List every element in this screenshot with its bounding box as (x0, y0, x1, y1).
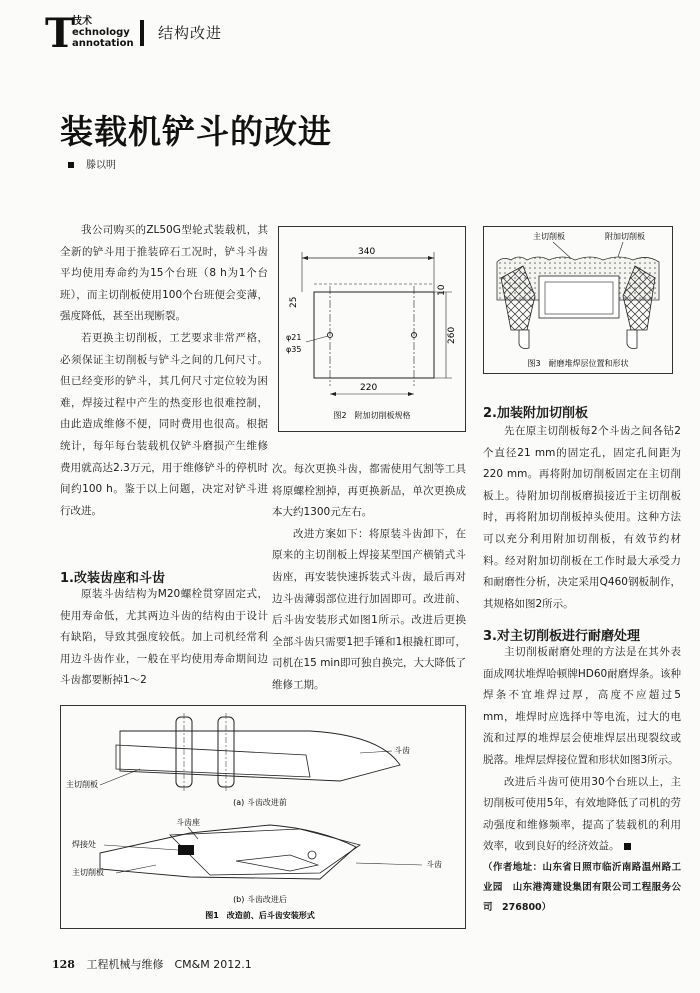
fig1-caption-a: (a) 斗齿改进前 (233, 798, 287, 807)
author-address: （作者地址：山东省日照市临沂南路温州路工业园 山东港湾建设集团有限公司工程服务公司 276800） (483, 861, 681, 913)
figure-1-caption: 图1 改造前、后斗齿安装形式 (205, 911, 315, 920)
dim-25-label: 25 (289, 296, 299, 308)
phi35-label: φ35 (286, 345, 302, 354)
end-mark-icon (624, 843, 631, 850)
bullet-icon (68, 162, 74, 168)
section-3-heading: 3.对主切削板进行耐磨处理 (483, 629, 640, 644)
figure-2 (278, 226, 466, 432)
section-1-text-a (60, 584, 268, 694)
fig3-main-plate-label: 主切削板 (533, 232, 565, 241)
logo-chinese: 技术 (72, 16, 92, 27)
fig1a-plate-label: 主切削板 (66, 780, 98, 789)
fig1b-weld-label: 焊接处 (72, 840, 96, 849)
logo-line2: annotation (72, 38, 134, 49)
middle-column-text (272, 459, 466, 697)
figure-3-caption: 图3 耐磨堆焊层位置和形状 (527, 359, 629, 368)
section-3-paragraph-2 (483, 772, 681, 858)
section-3-paragraph-2-text: 改进后斗齿可使用30个台班以上，主切削板可使用5年，有效地降低了司机的劳动强度和维修频率，提高了装载机的利用效率，收到良好的经济效益。 (483, 775, 681, 853)
intro-paragraph-1: 我公司购买的ZL50G型轮式装载机，其全新的铲斗用于推装碎石工况时，铲斗斗齿平均使用寿命约为15个台班（8 h为1个台班），而主切削板使用100个台班便会变薄，强度降低，甚至出现断裂。 (60, 224, 268, 323)
article-title: 装载机铲斗的改进 (60, 112, 332, 151)
fig1a-tooth-label: 斗齿 (394, 746, 410, 755)
journal-name: 工程机械与维修 CM&M 2012.1 (86, 958, 252, 971)
phi21-label: φ21 (286, 333, 302, 342)
author-name: 滕以明 (86, 160, 116, 171)
section-1-paragraph-1-tail: 次。每次更换斗齿，都需使用气割等工具将原螺栓割掉，再更换新品，单次更换成本大约1300元左右。 (272, 463, 466, 519)
section-3-paragraph-1: 主切削板耐磨处理的方法是在其外表面成网状堆焊哈顿牌HD60耐磨焊条。该种焊条不宜堆焊过厚，高度不应超过5 mm，堆焊时应选择中等电流，过大的电流和过厚的堆焊层会使堆焊层出现裂纹或脱落。堆焊层焊接位置和形状如图3所示。 (483, 646, 681, 766)
section-2-text (483, 421, 681, 615)
fig1b-plate-label: 主切削板 (72, 868, 104, 877)
fig1-caption-b: (b) 斗齿改进后 (233, 895, 287, 904)
author-line (68, 156, 116, 171)
figure-2-caption: 图2 附加切削板规格 (333, 411, 411, 420)
section-1-paragraph-1a: 原装斗齿结构为M20螺栓贯穿固定式，使用寿命低，尤其两边斗齿的结构由于设计有缺陷，导致其强度较低。加上司机经常利用边斗齿作业，一般在平均使用寿命期间边斗齿都要断掉1～2 (60, 588, 268, 687)
fig1b-tooth-label: 斗齿 (426, 860, 442, 869)
page-footer (52, 956, 252, 972)
page-number: 128 (52, 958, 75, 971)
section-3-text (483, 642, 681, 918)
intro-paragraph-2: 若更换主切削板，工艺要求非常严格，必须保证主切削板与铲斗之间的几何尺寸。但已经变形的铲斗，其几何尺寸定位较为困难，焊接过程中产生的热变形也很难控制，由此造成维修不便，同时费用也很高。根据统计，每年每台装载机仅铲斗磨损产生维修费用就高达2.3万元，用于维修铲斗的停机时间约100 h。鉴于以上问题，决定对铲斗进行改进。 (60, 331, 268, 517)
intro-text (60, 220, 268, 522)
section-logo (72, 16, 134, 49)
dim-340-label: 340 (358, 247, 376, 257)
section-1-heading: 1.改装齿座和斗齿 (60, 571, 165, 586)
fig1b-seat-label: 斗齿座 (176, 818, 200, 827)
dim-260-label: 260 (447, 326, 457, 344)
fig3-extra-plate-label: 附加切削板 (605, 232, 645, 241)
dim-10-label: 10 (437, 284, 447, 296)
figure-3 (483, 226, 673, 374)
logo-letter: T (45, 10, 75, 57)
section-label: 结构改进 (158, 24, 223, 42)
tooth-before (120, 731, 400, 781)
section-2-heading: 2.加装附加切削板 (483, 406, 588, 421)
dim-220-label: 220 (360, 383, 378, 393)
weld-mark (178, 845, 194, 855)
section-2-paragraph: 先在原主切削板每2个斗齿之间各钻2个直径21 mm的固定孔，固定孔间距为220 mm。再将附加切削板固定在主切削板上。待附加切削板磨损接近于主切削板时，再将附加切削板掉头使用。这种方法可以充分利用附加切削板，有效节约材料。经对附加切削板在工作时最大承受力和耐磨性分析，决定采用Q460钢板制作，其规格如图2所示。 (483, 425, 681, 610)
logo-line1: echnology (72, 27, 130, 38)
section-1-paragraph-2: 改进方案如下：将原装斗齿卸下，在原来的主切削板上焊接某型国产横销式斗齿座，再安装快速拆装式斗齿，最后再对边斗齿薄弱部位进行加固即可。改进前、后斗齿安装形式如图1所示。改进后更换全部斗齿只需要1把手锤和1根撬杠即可，司机在15 min即可独自换完，大大降低了维修工期。 (272, 527, 466, 691)
figure-1 (60, 705, 466, 929)
header-divider (140, 20, 144, 46)
